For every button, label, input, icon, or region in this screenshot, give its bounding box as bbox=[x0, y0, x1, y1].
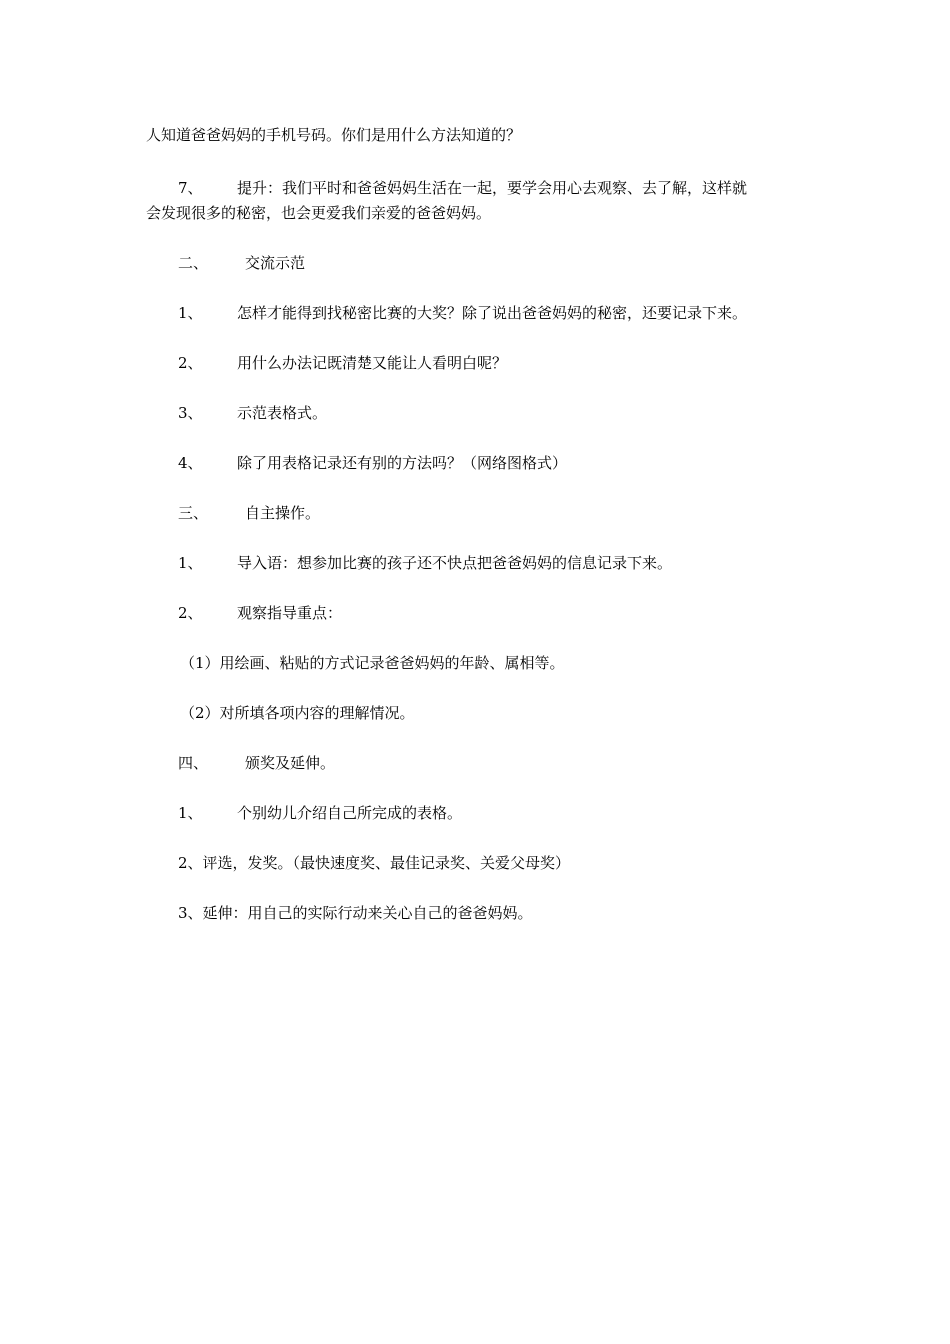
section-3-subitem-2: （2）对所填各项内容的理解情况。 bbox=[180, 704, 415, 722]
section-2-item-4-number: 4、 bbox=[178, 454, 203, 472]
section-3-item-2-text: 观察指导重点： bbox=[237, 604, 343, 622]
section-2-item-3-number: 3、 bbox=[178, 404, 203, 422]
section-4-item-3: 3、延伸：用自己的实际行动来关心自己的爸爸妈妈。 bbox=[178, 904, 533, 922]
section-2-number: 二、 bbox=[178, 254, 209, 272]
section-2-heading: 交流示范 bbox=[245, 254, 306, 272]
item-7-text-line1: 提升：我们平时和爸爸妈妈生活在一起，要学会用心去观察、去了解，这样就 bbox=[237, 179, 748, 197]
section-4-number: 四、 bbox=[178, 754, 209, 772]
section-4-item-1-number: 1、 bbox=[178, 804, 203, 822]
section-3-item-1-text: 导入语：想参加比赛的孩子还不快点把爸爸妈妈的信息记录下来。 bbox=[237, 554, 673, 572]
section-4-item-1-text: 个别幼儿介绍自己所完成的表格。 bbox=[237, 804, 463, 822]
section-2-item-2-text: 用什么办法记既清楚又能让人看明白呢？ bbox=[237, 354, 508, 372]
item-7-number: 7、 bbox=[178, 179, 203, 197]
section-2-item-2-number: 2、 bbox=[178, 354, 203, 372]
paragraph-continuation: 人知道爸爸妈妈的手机号码。你们是用什么方法知道的？ bbox=[146, 126, 522, 144]
section-3-item-1-number: 1、 bbox=[178, 554, 203, 572]
section-4-heading: 颁奖及延伸。 bbox=[245, 754, 336, 772]
section-4-item-2: 2、评选，发奖。（最快速度奖、最佳记录奖、关爱父母奖） bbox=[178, 854, 571, 872]
section-3-item-2-number: 2、 bbox=[178, 604, 203, 622]
section-2-item-1-number: 1、 bbox=[178, 304, 203, 322]
section-3-heading: 自主操作。 bbox=[245, 504, 321, 522]
item-7-text-line2: 会发现很多的秘密，也会更爱我们亲爱的爸爸妈妈。 bbox=[146, 204, 492, 222]
section-3-number: 三、 bbox=[178, 504, 209, 522]
section-3-subitem-1: （1）用绘画、粘贴的方式记录爸爸妈妈的年龄、属相等。 bbox=[180, 654, 565, 672]
section-2-item-3-text: 示范表格式。 bbox=[237, 404, 328, 422]
section-2-item-1-text: 怎样才能得到找秘密比赛的大奖？除了说出爸爸妈妈的秘密，还要记录下来。 bbox=[237, 304, 748, 322]
section-2-item-4-text: 除了用表格记录还有别的方法吗？（网络图格式） bbox=[237, 454, 568, 472]
